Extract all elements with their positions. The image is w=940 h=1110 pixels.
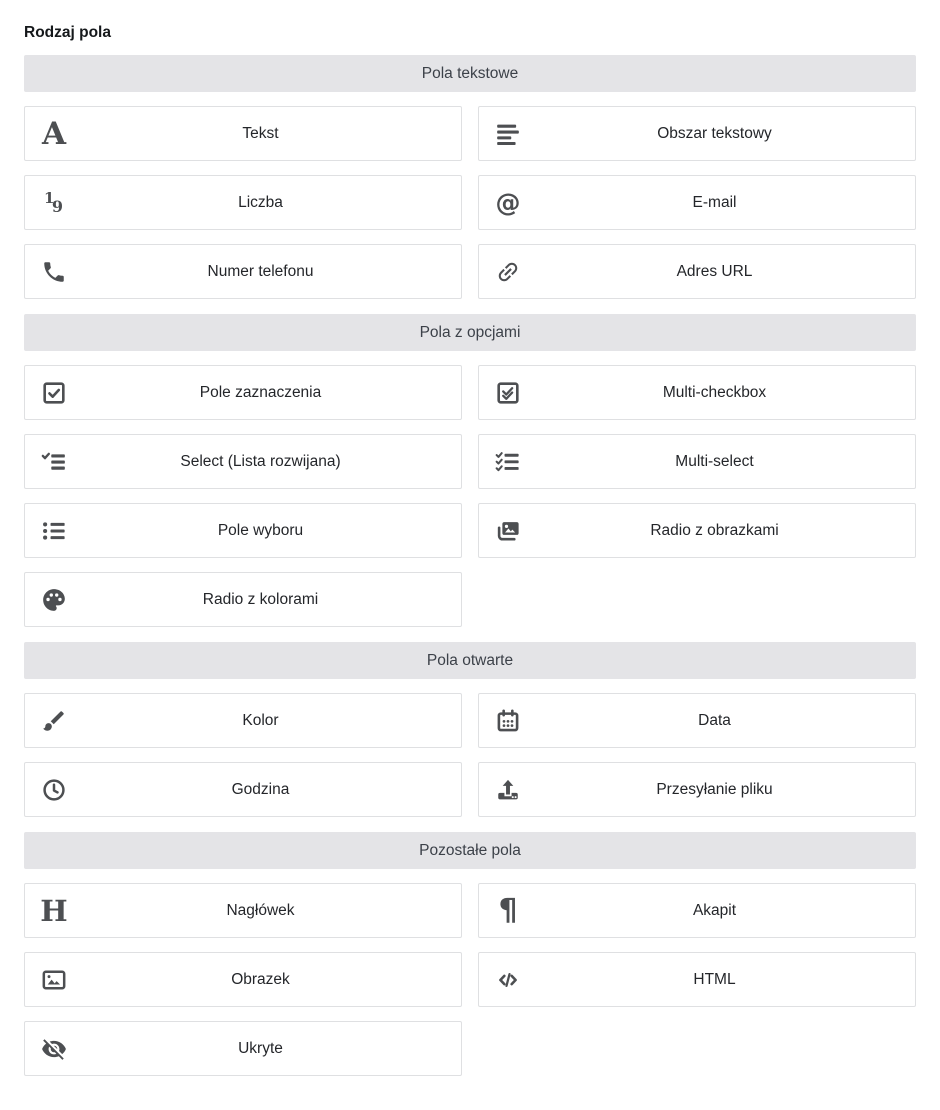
field-type-label: Numer telefonu — [207, 262, 314, 280]
palette-icon — [40, 586, 68, 614]
field-type-button-phone[interactable] — [24, 244, 462, 299]
field-type-label: Tekst — [242, 124, 279, 142]
phone-icon — [40, 258, 68, 286]
image-radio-icon — [494, 517, 522, 545]
field-type-button-radio-list[interactable] — [24, 503, 462, 558]
field-type-label: Ukryte — [238, 1039, 283, 1057]
field-type-button-checkbox[interactable] — [24, 365, 462, 420]
field-type-label: Pole zaznaczenia — [199, 383, 322, 401]
field-type-button-multi-select[interactable] — [478, 434, 916, 489]
brush-icon — [40, 707, 68, 735]
section-header-label: Pola z opcjami — [419, 323, 521, 341]
field-type-label: Multi-checkbox — [662, 383, 767, 401]
section-header-pola-otwarte — [24, 642, 916, 679]
field-type-label: HTML — [693, 970, 736, 988]
field-type-grid — [24, 365, 916, 627]
field-type-button-image-radio[interactable] — [478, 503, 916, 558]
section-header-pola-tekstowe — [24, 55, 916, 92]
field-type-label: Akapit — [692, 901, 737, 919]
field-type-button-hidden[interactable] — [24, 1021, 462, 1076]
field-type-label: Przesyłanie pliku — [656, 780, 773, 798]
text-icon: A — [41, 115, 67, 152]
field-type-sections — [24, 55, 916, 1076]
field-type-button-heading[interactable] — [24, 883, 462, 938]
field-type-label: Obszar tekstowy — [657, 124, 772, 142]
select-icon — [40, 448, 68, 476]
field-type-label: Pole wyboru — [217, 521, 304, 539]
textarea-icon — [494, 120, 522, 148]
field-type-button-select[interactable] — [24, 434, 462, 489]
field-type-label: Radio z obrazkami — [650, 521, 779, 539]
clock-icon — [40, 776, 68, 804]
field-type-label: Data — [698, 711, 731, 729]
number-icon: 1 9 — [44, 188, 63, 216]
field-type-label: Nagłówek — [226, 901, 295, 919]
field-type-button-code[interactable] — [478, 952, 916, 1007]
multi-checkbox-icon — [494, 379, 522, 407]
field-type-button-palette[interactable] — [24, 572, 462, 627]
field-type-button-brush[interactable] — [24, 693, 462, 748]
field-type-label: Radio z kolorami — [202, 590, 319, 608]
field-type-label: E-mail — [692, 193, 737, 211]
field-type-label: Obrazek — [231, 970, 290, 988]
field-type-label: Godzina — [231, 780, 290, 798]
field-type-button-url[interactable] — [478, 244, 916, 299]
field-type-grid — [24, 106, 916, 299]
field-type-grid — [24, 883, 916, 1076]
field-type-label: Adres URL — [676, 262, 753, 280]
heading-icon: H — [40, 893, 68, 928]
field-type-button-text[interactable] — [24, 106, 462, 161]
calendar-icon — [494, 707, 522, 735]
field-type-button-upload[interactable] — [478, 762, 916, 817]
section-header-label: Pola otwarte — [426, 651, 514, 669]
field-type-label: Kolor — [242, 711, 279, 729]
section-header-pola-z-opcjami — [24, 314, 916, 351]
email-icon: @ — [495, 187, 521, 217]
field-type-label: Multi-select — [675, 452, 754, 470]
radio-list-icon — [40, 517, 68, 545]
field-type-grid — [24, 693, 916, 817]
field-type-button-calendar[interactable] — [478, 693, 916, 748]
checkbox-icon — [40, 379, 68, 407]
image-icon — [40, 966, 68, 994]
paragraph-icon: ¶ — [498, 892, 518, 928]
field-type-label: Select (Lista rozwijana) — [180, 452, 341, 470]
multi-select-icon — [494, 448, 522, 476]
field-type-button-email[interactable] — [478, 175, 916, 230]
url-icon — [494, 258, 522, 286]
page-title: Rodzaj pola — [24, 24, 111, 41]
section-header-label: Pozostałe pola — [419, 841, 521, 859]
section-header-pozostale-pola — [24, 832, 916, 869]
field-type-button-paragraph[interactable] — [478, 883, 916, 938]
field-type-button-number[interactable] — [24, 175, 462, 230]
field-type-button-textarea[interactable] — [478, 106, 916, 161]
field-type-label: Liczba — [238, 193, 283, 211]
field-type-button-image[interactable] — [24, 952, 462, 1007]
hidden-icon — [40, 1035, 68, 1063]
upload-icon — [494, 776, 522, 804]
field-type-button-multi-checkbox[interactable] — [478, 365, 916, 420]
code-icon — [494, 966, 522, 994]
section-header-label: Pola tekstowe — [421, 64, 519, 82]
field-type-button-clock[interactable] — [24, 762, 462, 817]
